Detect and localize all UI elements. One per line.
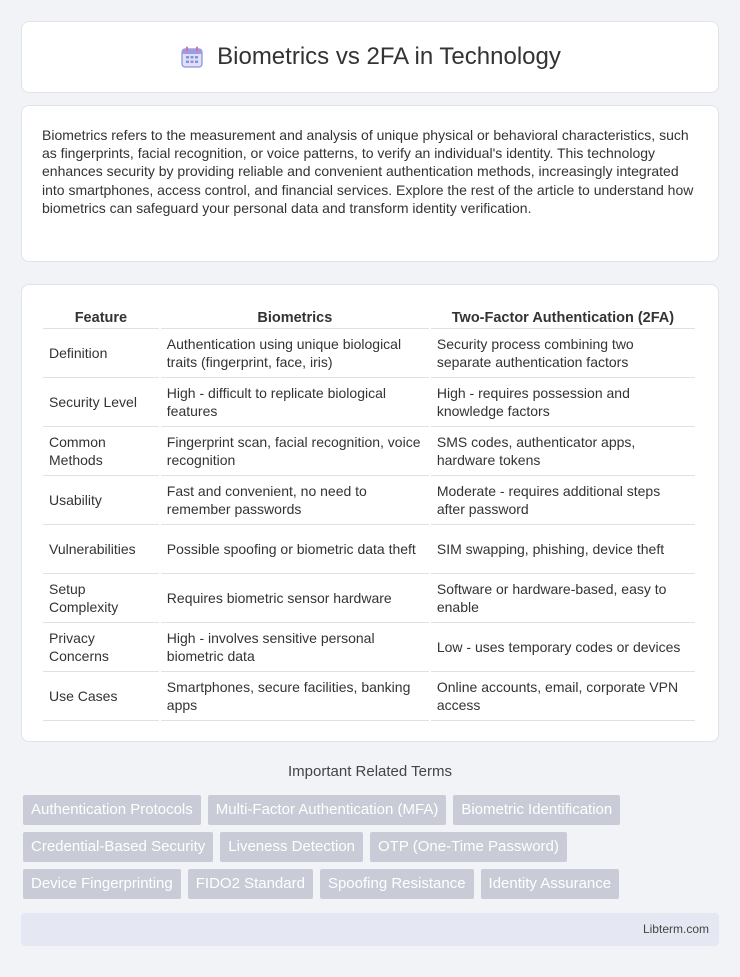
table-header-row	[43, 305, 695, 329]
feature-cell: Vulnerabilities	[43, 525, 159, 574]
biometrics-cell: Possible spoofing or biometric data theft	[161, 525, 429, 574]
intro-text: Biometrics refers to the measurement and analysis of unique physical or behavioral characteristics, such as fingerprints, facial recognition, or voice patterns, to verify an individual's identity. This technology enhances security by providing reliable and convenient authentication methods, increasingly integrated into smartphones, access control, and financial services. Explore the rest of the article to understand how biometrics can safeguard your personal data and transform identity verification.	[42, 127, 694, 216]
comparison-table	[41, 305, 697, 721]
feature-cell: Use Cases	[43, 672, 159, 721]
table-row	[43, 378, 695, 427]
related-term-tag[interactable]: Liveness Detection	[220, 832, 363, 862]
twofa-cell: High - requires possession and knowledge factors	[431, 378, 695, 427]
table-row	[43, 525, 695, 574]
table-row	[43, 427, 695, 476]
table-row	[43, 329, 695, 378]
biometrics-cell: Authentication using unique biological traits (fingerprint, face, iris)	[161, 329, 429, 378]
biometrics-cell: Requires biometric sensor hardware	[161, 574, 429, 623]
related-terms-title: Important Related Terms	[288, 763, 452, 780]
twofa-cell: SIM swapping, phishing, device theft	[431, 525, 695, 574]
biometrics-cell: High - difficult to replicate biological features	[161, 378, 429, 427]
twofa-cell: Moderate - requires additional steps after password	[431, 476, 695, 525]
intro-card	[21, 105, 719, 262]
twofa-cell: SMS codes, authenticator apps, hardware tokens	[431, 427, 695, 476]
table-row	[43, 476, 695, 525]
related-terms-list	[23, 795, 723, 899]
biometrics-cell: Fast and convenient, no need to remember passwords	[161, 476, 429, 525]
feature-cell: Common Methods	[43, 427, 159, 476]
related-term-tag[interactable]: FIDO2 Standard	[188, 869, 313, 899]
comparison-table-card	[21, 284, 719, 742]
biometrics-cell: Fingerprint scan, facial recognition, voice recognition	[161, 427, 429, 476]
biometrics-cell: Smartphones, secure facilities, banking apps	[161, 672, 429, 721]
calendar-icon	[179, 44, 205, 70]
twofa-cell: Security process combining two separate authentication factors	[431, 329, 695, 378]
feature-cell: Privacy Concerns	[43, 623, 159, 672]
feature-cell: Usability	[43, 476, 159, 525]
related-term-tag[interactable]: Credential-Based Security	[23, 832, 213, 862]
related-term-tag[interactable]: Biometric Identification	[453, 795, 620, 825]
table-row	[43, 672, 695, 721]
footer-site-link[interactable]: Libterm.com	[642, 922, 709, 936]
table-row	[43, 574, 695, 623]
header-feature: Feature	[43, 305, 159, 329]
related-term-tag[interactable]: Device Fingerprinting	[23, 869, 181, 899]
twofa-cell: Online accounts, email, corporate VPN access	[431, 672, 695, 721]
footer	[21, 913, 719, 946]
related-term-tag[interactable]: OTP (One-Time Password)	[370, 832, 567, 862]
related-term-tag[interactable]: Authentication Protocols	[23, 795, 201, 825]
table-row	[43, 623, 695, 672]
feature-cell: Definition	[43, 329, 159, 378]
header-card	[21, 21, 719, 93]
related-term-tag[interactable]: Spoofing Resistance	[320, 869, 474, 899]
page-title: Biometrics vs 2FA in Technology	[217, 43, 561, 70]
related-term-tag[interactable]: Multi-Factor Authentication (MFA)	[208, 795, 447, 825]
feature-cell: Setup Complexity	[43, 574, 159, 623]
header-2fa: Two-Factor Authentication (2FA)	[431, 305, 695, 329]
header-biometrics: Biometrics	[161, 305, 429, 329]
feature-cell: Security Level	[43, 378, 159, 427]
twofa-cell: Software or hardware-based, easy to enable	[431, 574, 695, 623]
twofa-cell: Low - uses temporary codes or devices	[431, 623, 695, 672]
biometrics-cell: High - involves sensitive personal biometric data	[161, 623, 429, 672]
related-term-tag[interactable]: Identity Assurance	[481, 869, 620, 899]
